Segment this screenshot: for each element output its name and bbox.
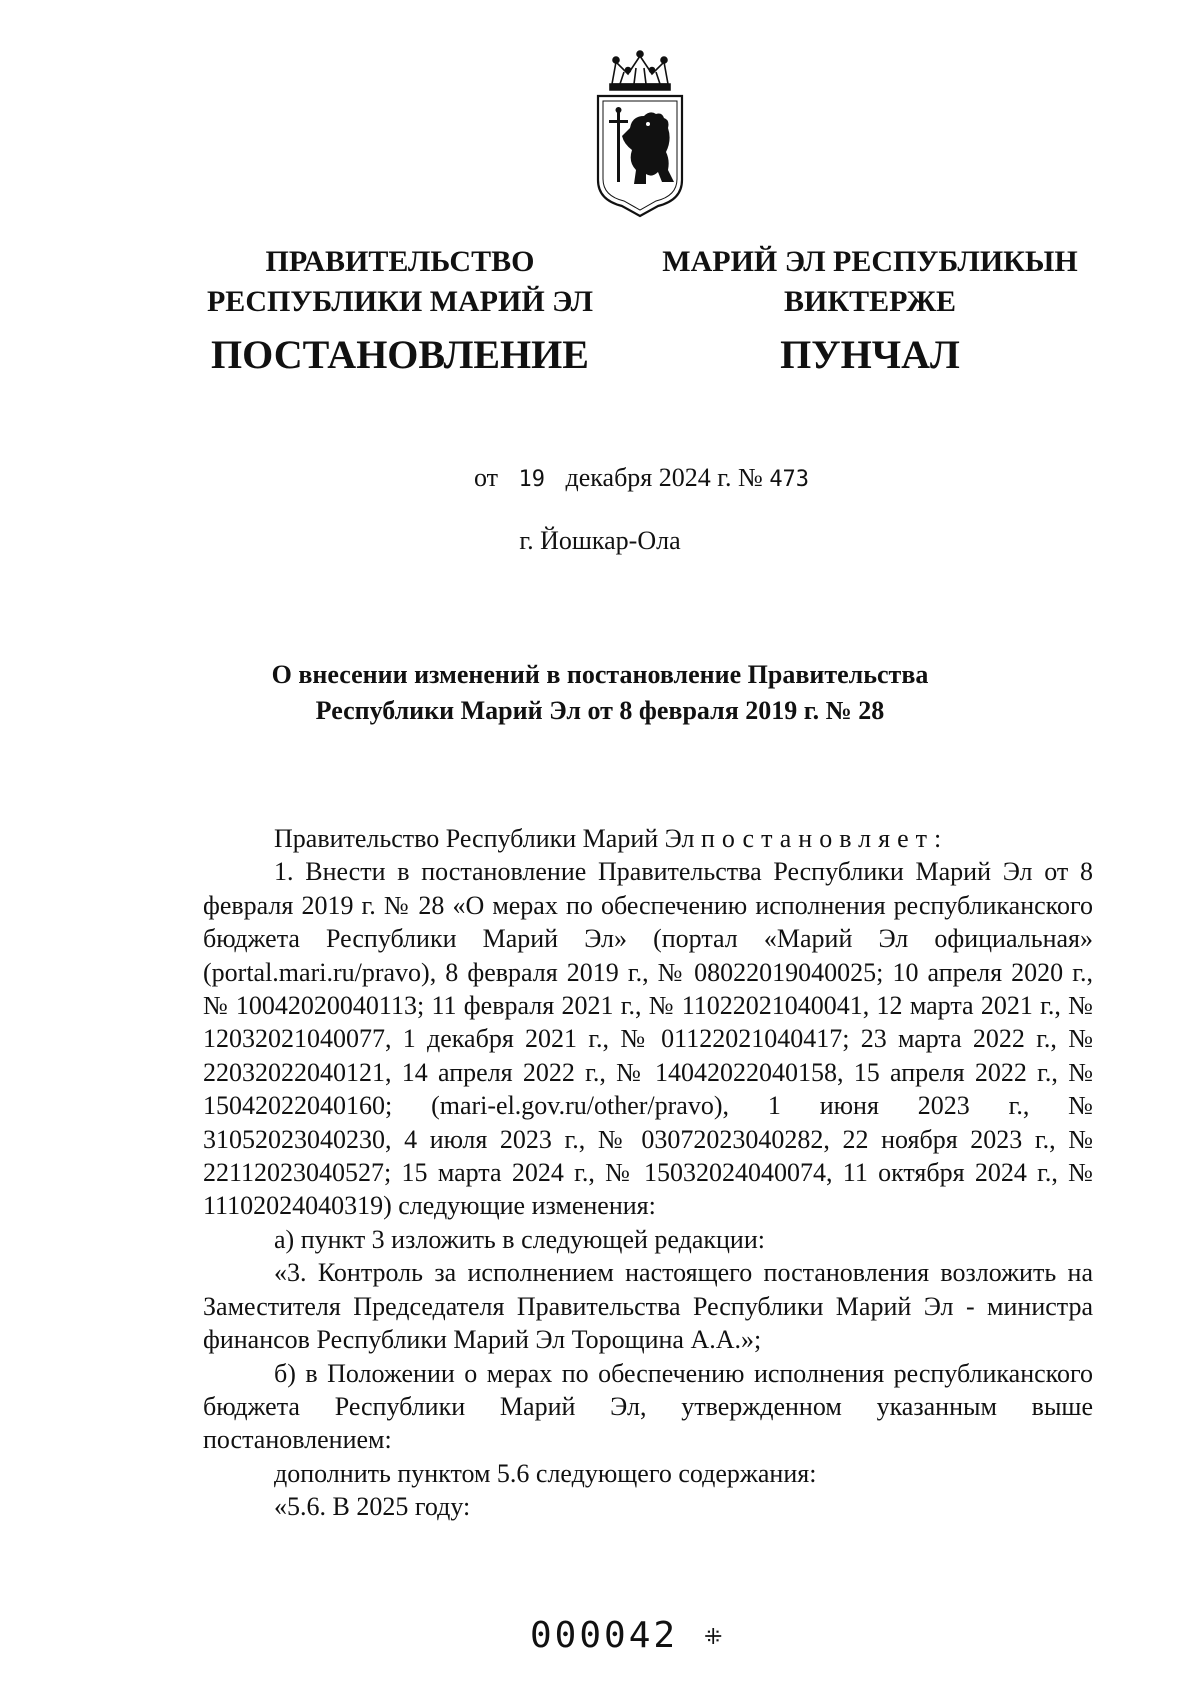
date-day: 19 — [518, 467, 546, 492]
paragraph-quote-5-6: «5.6. В 2025 году: — [274, 1492, 471, 1522]
paragraph-quote-3: «3. Контроль за исполнением настоящего постановления возложить на Заместителя Председателя Правительства Республики Марий Эл - министра финансов Республики Марий Эл Торощина А.А.»; — [203, 1258, 1093, 1355]
title-line1: О внесении изменений в постановление Правительства — [271, 660, 929, 689]
ornament-mark-icon: ⁜ — [704, 1624, 723, 1650]
footer-serial — [530, 1615, 722, 1656]
city: г. Йошкар-Ола — [519, 526, 681, 555]
header-right — [655, 242, 1085, 382]
date-month-year: декабря 2024 г. № — [565, 463, 763, 492]
date-line — [474, 463, 809, 493]
document-title — [150, 657, 1050, 729]
header-right-line2: ВИКТЕРЖЕ — [783, 285, 957, 318]
intro-paragraph — [203, 822, 1093, 855]
date-prefix: от — [474, 463, 499, 492]
document-number: 473 — [769, 467, 810, 492]
header-left-line1: ПРАВИТЕЛЬСТВО — [265, 245, 535, 278]
paragraph-a: а) пункт 3 изложить в следующей редакции: — [274, 1224, 765, 1254]
title-line2: Республики Марий Эл от 8 февраля 2019 г. № 28 — [315, 696, 885, 725]
document-body — [203, 822, 1093, 1524]
paragraph-1: 1. Внести в постановление Правительства Республики Марий Эл от 8 февраля 2019 г. № 28 «О мерах по обеспечению исполнения республиканского бюджета Республики Марий Эл» (портал «Марий Эл официальная» (portal.mari.ru/pravo), 8 февраля 2019 г., № 08022019040025; 10 апреля 2020 г., № 10042020040113; 11 февраля 2021 г., № 11022021040041, 12 марта 2021 г., № 12032021040077, 1 декабря 2021 г., № 01122021040417; 23 марта 2022 г., № 22032022040121, 14 апреля 2022 г., № 14042022040158, 15 апреля 2022 г., № 15042022040160; (mari-el.gov.ru/other/pravo), 1 июня 2023 г., № 31052023040230, 4 июля 2023 г., № 03072023040282, 22 ноября 2023 г., № 22112023040527; 15 марта 2024 г., № 15032024040074, 11 октября 2024 г., № 11102024040319) следующие изменения: — [203, 857, 1093, 1221]
header-left-line2: РЕСПУБЛИКИ МАРИЙ ЭЛ — [206, 285, 593, 318]
header-left-doc-type: ПОСТАНОВЛЕНИЕ — [211, 332, 589, 377]
intro-resolves: постановляет: — [700, 824, 949, 853]
paragraph-add: дополнить пунктом 5.6 следующего содержания: — [274, 1458, 817, 1488]
coat-of-arms-icon — [590, 48, 690, 220]
paragraph-b: б) в Положении о мерах по обеспечению исполнения республиканского бюджета Республики Марий Эл, утвержденном указанным выше постановлением: — [203, 1358, 1093, 1455]
header-right-line1: МАРИЙ ЭЛ РЕСПУБЛИКЫН — [662, 245, 1078, 278]
intro-text: Правительство Республики Марий Эл — [274, 824, 701, 853]
header-left — [195, 242, 605, 382]
header-right-doc-type: ПУНЧАЛ — [780, 332, 960, 377]
serial-number: 000042 — [530, 1615, 679, 1656]
